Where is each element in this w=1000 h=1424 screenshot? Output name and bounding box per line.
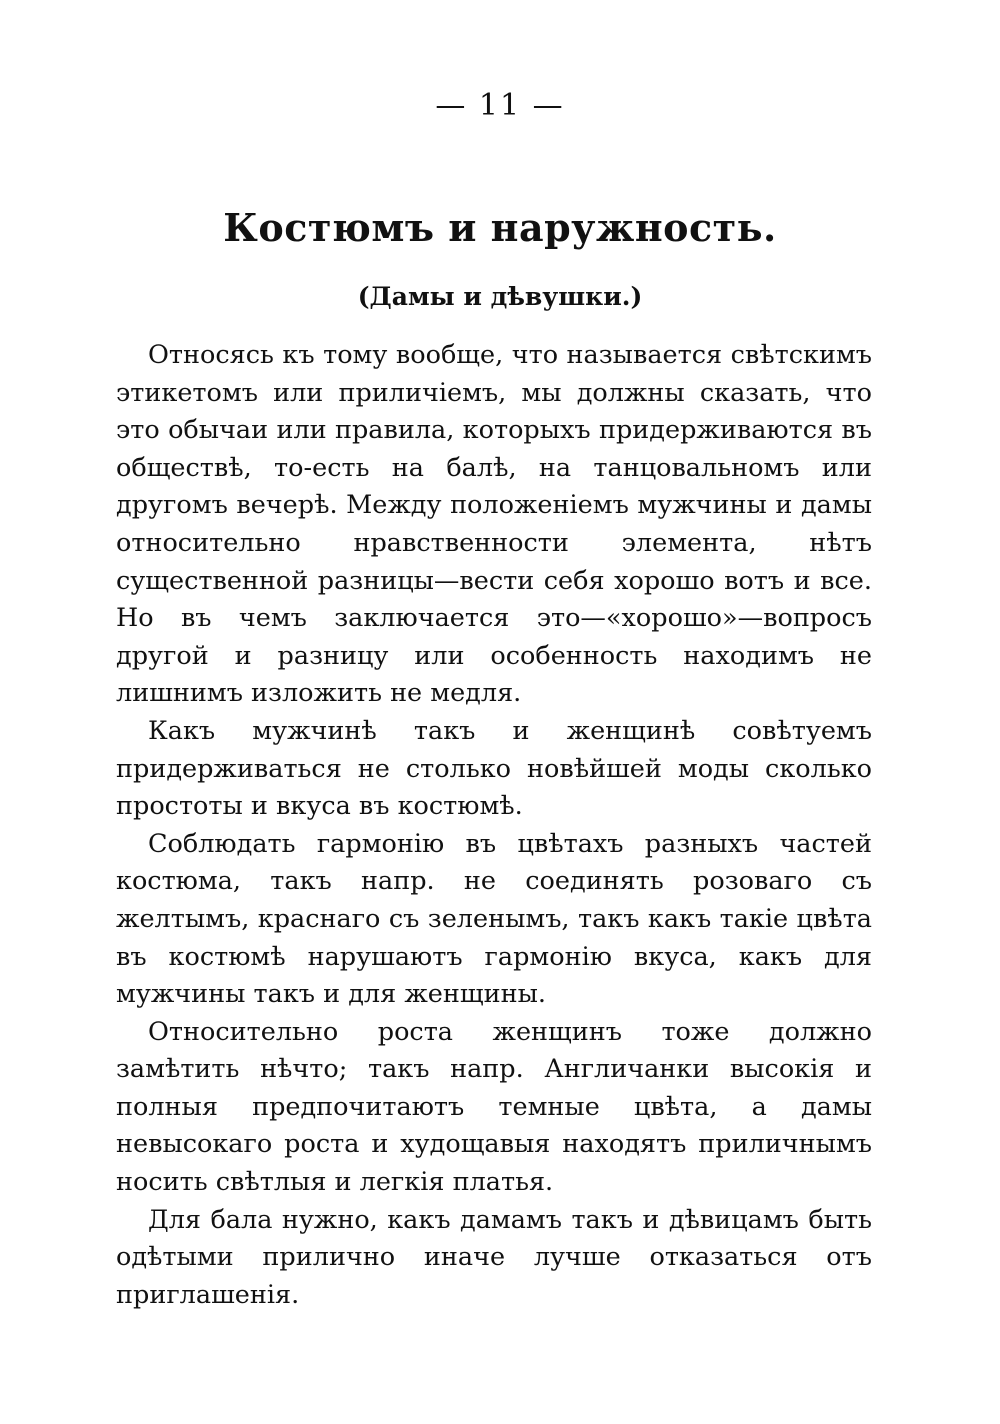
paragraph: Соблюдать гармонію въ цвѣтахъ разныхъ частей костюма, такъ напр. не соединять розоваго съ желтымъ, краснаго съ зеленымъ, такъ какъ такіе цвѣта въ костюмѣ нарушаютъ гармонію вкуса, какъ для мужчины такъ и для женщины. bbox=[116, 828, 872, 1010]
page-number: — 11 — bbox=[435, 88, 565, 123]
body-text bbox=[116, 337, 872, 1314]
paragraph: Какъ мужчинѣ такъ и женщинѣ совѣтуемъ придерживаться не столько новѣйшей моды сколько простоты и вкуса въ костюмѣ. bbox=[116, 715, 872, 822]
chapter-title: Костюмъ и наружность. bbox=[223, 205, 777, 250]
paragraph: Относясь къ тому вообще, что называется свѣтскимъ этикетомъ или приличіемъ, мы должны сказать, что это обычаи или правила, которыхъ придерживаются въ обществѣ, то-есть на балѣ, на танцовальномъ или другомъ вечерѣ. Между положеніемъ мужчины и дамы относительно нравственности элемента, нѣтъ существенной разницы—вести себя хорошо вотъ и все. Но въ чемъ заключается это—«хорошо»—вопросъ другой и разницу или особенность находимъ не лишнимъ изложить не медля. bbox=[116, 340, 872, 709]
chapter-subtitle: (Дамы и дѣвушки.) bbox=[357, 282, 643, 311]
paragraph: Для бала нужно, какъ дамамъ такъ и дѣвицамъ быть одѣтыми прилично иначе лучше отказаться отъ приглашенія. bbox=[116, 1204, 872, 1310]
paragraph: Относительно роста женщинъ тоже должно замѣтить нѣчто; такъ напр. Англичанки высокія и полныя предпочитаютъ темные цвѣта, а дамы невысокаго роста и худощавыя находятъ приличнымъ носить свѣтлыя и легкія платья. bbox=[116, 1016, 872, 1198]
